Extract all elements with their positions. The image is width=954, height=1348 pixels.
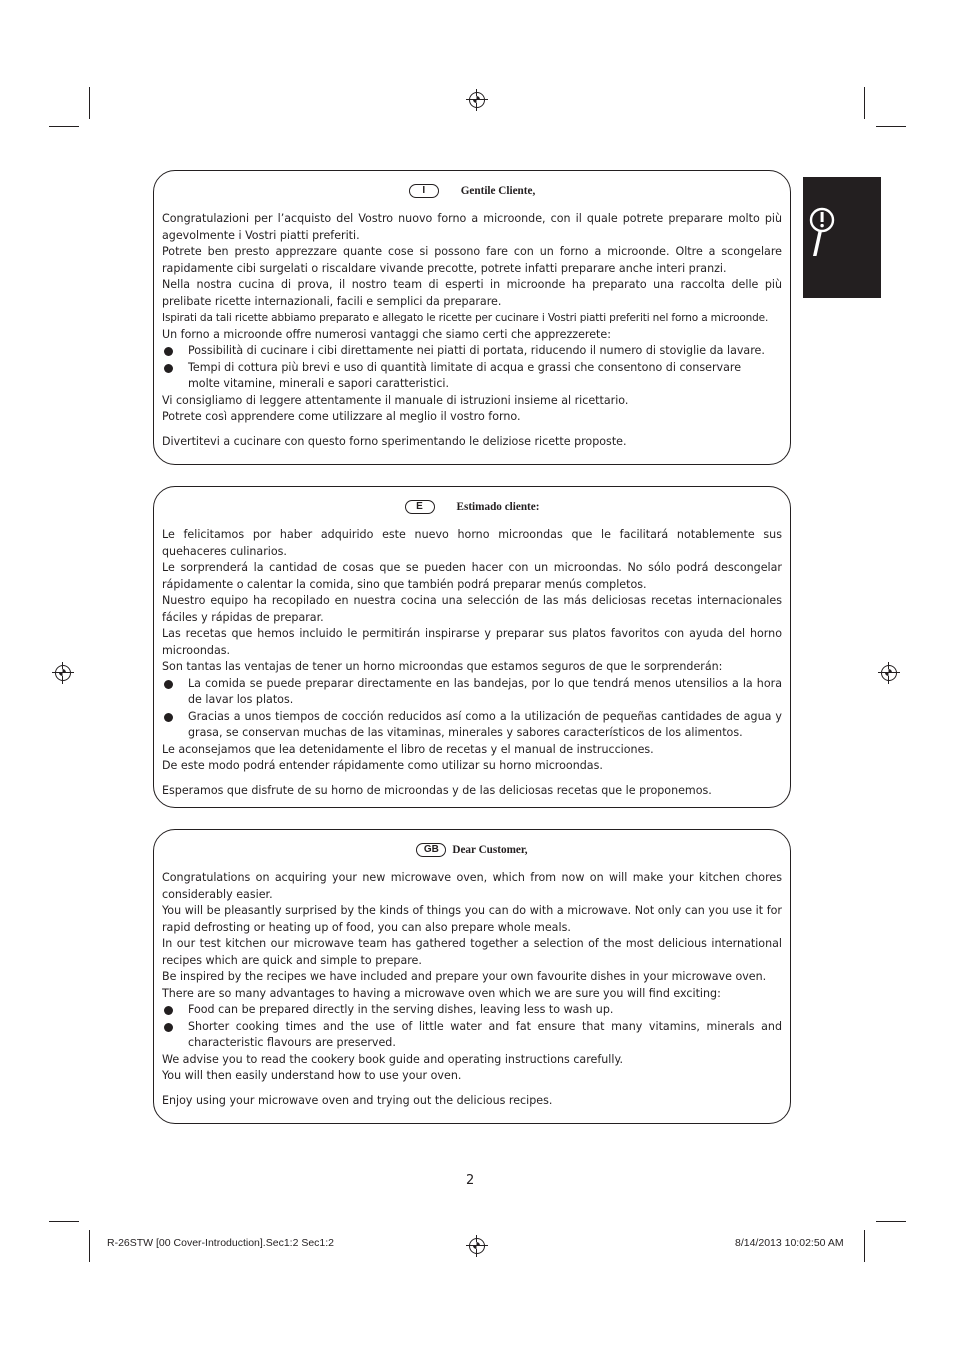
crop-mark (876, 1221, 906, 1222)
english-section (153, 829, 791, 1124)
page-number: 2 (466, 1173, 475, 1188)
paragraph: You will then easily understand how to use your oven. (162, 1069, 462, 1082)
registration-mark-icon (469, 1238, 485, 1254)
bullet-item: Gracias a unos tiempos de cocción reducidos así como a la utilización de pequeñas cantidades de agua y grasa, se conservan muchas de las vitaminas, minerales y sabores característicos de los alimentos. (162, 709, 782, 742)
paragraph: Congratulations on acquiring your new microwave oven, which from now on will make your kitchen chores considerably easier. (162, 871, 782, 901)
paragraph: Potrete ben presto apprezzare quante cose si possono fare con un forno a microonde. Oltre a scongelare rapidamente cibi surgelati o riscaldare vivande precotte, potrete infatti preparare anche interi pranzi. (162, 245, 782, 275)
crop-mark (49, 1221, 79, 1222)
exclamation-magnifier-icon (807, 207, 843, 259)
paragraph: Vi consigliamo di leggere attentamente il manuale di istruzioni insieme al ricettario. (162, 393, 629, 407)
footer-timestamp: 8/14/2013 10:02:50 AM (735, 1237, 844, 1249)
paragraph: De este modo podrá entender rápidamente como utilizar su horno microondas. (162, 759, 603, 772)
crop-mark (864, 1230, 865, 1262)
paragraph: Son tantas las ventajas de tener un horno microondas que estamos seguros de que le sorprenderán: (162, 660, 723, 673)
paragraph: Potrete così apprendere come utilizzare al meglio il vostro forno. (162, 410, 521, 423)
closing-line: Divertitevi a cucinare con questo forno sperimentando le deliziose ricette proposte. (162, 434, 627, 448)
crop-mark (49, 126, 79, 127)
paragraph: In our test kitchen our microwave team has gathered together a selection of the most delicious international recipes which are quick and simple to prepare. (162, 937, 782, 967)
paragraph: Nuestro equipo ha recopilado en nuestra cocina una selección de las más deliciosas recetas internacionales fáciles y rápidas de preparar. (162, 594, 782, 624)
paragraph: Un forno a microonde offre numerosi vantaggi che siamo certi che apprezzerete: (162, 327, 611, 341)
footer-file-info: R-26STW [00 Cover-Introduction].Sec1:2 Sec1:2 (107, 1237, 335, 1249)
bullet-item: Shorter cooking times and the use of little water and fat ensure that many vitamins, minerals and characteristic flavours are preserved. (162, 1019, 782, 1052)
crop-mark (89, 1230, 90, 1262)
language-code-badge: E (405, 500, 435, 514)
italian-section (153, 170, 791, 465)
bullet-item: Food can be prepared directly in the serving dishes, leaving less to wash up. (162, 1002, 782, 1019)
paragraph: Le sorprenderá la cantidad de cosas que se pueden hacer con un microondas. No sólo podrá descongelar rápidamente o calentar la comida, sino que también podrá preparar menús completos. (162, 561, 782, 591)
paragraph: Nella nostra cucina di prova, il nostro team di esperti in microonde ha preparato una raccolta delle più prelibate ricette internazionali, facili e semplici da preparare. (162, 278, 782, 308)
closing-line: Enjoy using your microwave oven and trying out the delicious recipes. (162, 1093, 553, 1107)
greeting: Gentile Cliente, (460, 185, 536, 197)
bullet-item: La comida se puede preparar directamente en las bandejas, por lo que tendrá menos utensilios a la hora de lavar los platos. (162, 676, 782, 709)
registration-mark-icon (881, 665, 897, 681)
paragraph: Congratulazioni per l’acquisto del Vostro nuovo forno a microonde, con il quale potrete preparare molto più agevolmente i Vostri piatti preferiti. (162, 212, 782, 242)
paragraph: Ispirati da tali ricette abbiamo preparato e allegato le ricette per cucinare i Vostri piatti preferiti nel forno a microonde. (162, 312, 769, 324)
section-body (162, 870, 782, 1109)
section-header (162, 496, 782, 518)
section-header (162, 180, 782, 202)
spanish-section (153, 486, 791, 808)
section-body (162, 211, 782, 450)
section-header (162, 839, 782, 861)
registration-mark-icon (55, 665, 71, 681)
paragraph: Be inspired by the recipes we have included and prepare your own favourite dishes in your microwave oven. (162, 970, 767, 983)
paragraph: Le felicitamos por haber adquirido este nuevo horno microondas que le facilitará notablemente sus quehaceres culinarios. (162, 528, 782, 558)
crop-mark (876, 126, 906, 127)
bullet-item: Possibilità di cucinare i cibi direttamente nei piatti di portata, riducendo il numero di stoviglie da lavare. (162, 343, 782, 360)
paragraph: There are so many advantages to having a microwave oven which we are sure you will find exciting: (162, 986, 721, 1000)
registration-mark-icon (469, 92, 485, 108)
crop-mark (89, 87, 90, 119)
paragraph: Las recetas que hemos incluido le permitirán inspirarse y preparar sus platos favoritos con ayuda del horno microondas. (162, 627, 782, 657)
section-body (162, 527, 782, 799)
closing-line: Esperamos que disfrute de su horno de microondas y de las deliciosas recetas que le proponemos. (162, 783, 712, 797)
greeting: Estimado cliente: (456, 501, 540, 513)
greeting: Dear Customer, (452, 844, 528, 856)
paragraph: Le aconsejamos que lea detenidamente el libro de recetas y el manual de instrucciones. (162, 742, 654, 756)
paragraph: You will be pleasantly surprised by the kinds of things you can do with a microwave. Not only can you use it for rapid defrosting or heating up of food, you can also prepare whole meals. (162, 904, 782, 934)
language-code-badge: GB (416, 843, 446, 857)
bullet-item: Tempi di cottura più brevi e uso di quantità limitate di acqua e grassi che consentono di conservare molte vitamine, minerali e sapori caratteristici. (162, 360, 782, 393)
paragraph: We advise you to read the cookery book guide and operating instructions carefully. (162, 1052, 623, 1066)
crop-mark (864, 87, 865, 119)
section-tab (803, 177, 881, 298)
language-code-badge: I (409, 184, 439, 198)
